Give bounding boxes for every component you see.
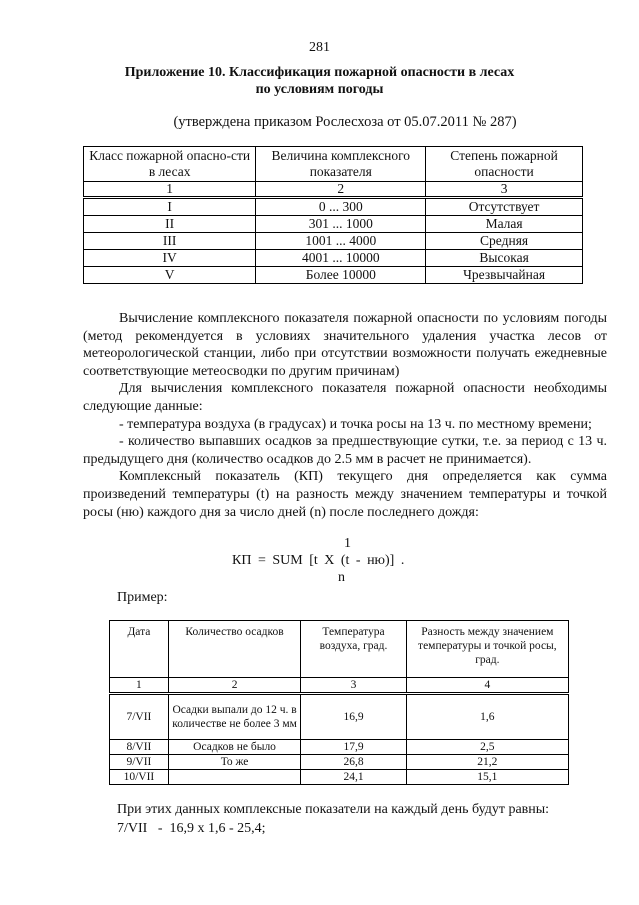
table1-header-index: Величина комплексного показателя: [256, 147, 426, 182]
result-line: 7/VII - 16,9 х 1,6 - 25,4;: [117, 821, 266, 836]
paragraph-required-data: Для вычисления комплексного показателя пожарной опасности необходимы следующие данные:: [83, 381, 607, 414]
example-label: Пример:: [117, 590, 168, 605]
table2-cell: 9/VII: [110, 755, 169, 770]
table1-header-degree: Степень пожарной опасности: [426, 147, 583, 182]
table2-cell: 10/VII: [110, 770, 169, 785]
table1-cell: 1001 ... 4000: [256, 233, 426, 250]
title-line-2: по условиям погоды: [255, 82, 384, 97]
table2-num-cell: 3: [301, 678, 406, 694]
formula: КП = SUM [t X (t - ню)] .: [232, 553, 405, 568]
appendix-title: [60, 64, 579, 98]
table-row: [84, 216, 583, 233]
table-row: [84, 233, 583, 250]
body-text: [83, 310, 607, 521]
table1-cell: Малая: [426, 216, 583, 233]
table-row: [110, 755, 569, 770]
table2-cell: Осадки выпали до 12 ч. в количестве не более 3 мм: [168, 694, 300, 740]
table1-cell: 301 ... 1000: [256, 216, 426, 233]
fire-danger-classes-table: [83, 146, 583, 284]
formula-upper-limit: 1: [344, 536, 351, 551]
table1-cell: Высокая: [426, 250, 583, 267]
table2-cell: 26,8: [301, 755, 406, 770]
table2-cell: 16,9: [301, 694, 406, 740]
table2-header-diff: Разность между значением температуры и точкой росы, град.: [406, 621, 568, 678]
table1-num-cell: 3: [426, 182, 583, 198]
table2-cell: Осадков не было: [168, 740, 300, 755]
table2-header-row: [110, 621, 569, 678]
table1-num-cell: 1: [84, 182, 256, 198]
table2-num-cell: 2: [168, 678, 300, 694]
page-number: 281: [309, 40, 330, 55]
table2-cell: [168, 770, 300, 785]
example-table: [109, 620, 569, 785]
table-row: [110, 770, 569, 785]
table1-num-cell: 2: [256, 182, 426, 198]
paragraph-definition: Комплексный показатель (КП) текущего дня определяется как сумма произведений температуры (t) на разность между значением температуры и точкой росы (ню) каждого дня за число дней (n) после последнего дождя:: [83, 469, 607, 520]
table-row: [84, 267, 583, 284]
approval-note: (утверждена приказом Рослесхоза от 05.07.2011 № 287): [173, 114, 517, 130]
table1-cell: Более 10000: [256, 267, 426, 284]
table1-cell: V: [84, 267, 256, 284]
table2-cell: 7/VII: [110, 694, 169, 740]
results-intro: При этих данных комплексные показатели на каждый день будут равны:: [117, 802, 550, 817]
table-row: [110, 740, 569, 755]
paragraph-precipitation: - количество выпавших осадков за предшествующие сутки, т.е. за период с 13 ч. предыдущего дня (количество осадков до 2.5 мм в расчет не принимается).: [83, 434, 607, 467]
paragraph-method: Вычисление комплексного показателя пожарной опасности по условиям погоды (метод рекомендуется в условиях значительного удаления участка лесов от метеорологической станции, либо при отсутствии возможности получать ежедневные соответствующие метеосводки по другим причинам): [83, 311, 607, 379]
table1-cell: 4001 ... 10000: [256, 250, 426, 267]
table2-cell: 2,5: [406, 740, 568, 755]
table2-num-cell: 4: [406, 678, 568, 694]
table2-cell: 17,9: [301, 740, 406, 755]
table1-cell: IV: [84, 250, 256, 267]
table1-cell: Чрезвычайная: [426, 267, 583, 284]
table-row: [84, 198, 583, 216]
table2-cell: 8/VII: [110, 740, 169, 755]
table1-cell: 0 ... 300: [256, 198, 426, 216]
table2-num-cell: 1: [110, 678, 169, 694]
table1-cell: III: [84, 233, 256, 250]
table2-number-row: [110, 678, 569, 694]
table2-cell: 15,1: [406, 770, 568, 785]
table1-cell: I: [84, 198, 256, 216]
table-row: [110, 694, 569, 740]
title-line-1: Приложение 10. Классификация пожарной опасности в лесах: [124, 65, 515, 80]
table1-cell: Отсутствует: [426, 198, 583, 216]
paragraph-temperature: - температура воздуха (в градусах) и точка росы на 13 ч. по местному времени;: [119, 416, 592, 432]
table1-cell: Средняя: [426, 233, 583, 250]
table1-header-class: Класс пожарной опасно-сти в лесах: [84, 147, 256, 182]
table2-cell: 1,6: [406, 694, 568, 740]
table2-cell: 21,2: [406, 755, 568, 770]
table1-number-row: [84, 182, 583, 198]
table-row: [84, 250, 583, 267]
table2-header-temp: Температура воздуха, град.: [301, 621, 406, 678]
table2-cell: 24,1: [301, 770, 406, 785]
table2-header-precip: Количество осадков: [168, 621, 300, 678]
formula-lower-limit: n: [338, 570, 345, 585]
table2-header-date: Дата: [110, 621, 169, 678]
table2-cell: То же: [168, 755, 300, 770]
table1-cell: II: [84, 216, 256, 233]
